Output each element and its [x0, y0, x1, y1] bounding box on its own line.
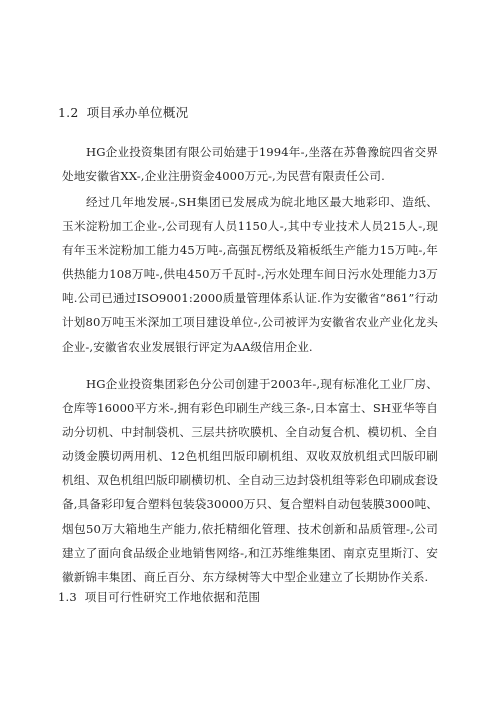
paragraph-company-development: 经过几年地发展-,SH集团已发展成为皖北地区最大地彩印、造纸、玉米淀粉加工企业-,公司现有人员1150人-,其中专业技术人员215人-,现有年玉米淀粉加工能力45万吨-,高强瓦楞纸及箱板纸生产能力15万吨-,年供热能力108万吨-,供电450万千瓦时-,污水处理车间日污水处理能力3万吨.公司已通过ISO9001:2000质量管理体系认证.作为安徽省“861”行动计划80万吨玉米深加工项目建设单位-,公司被评为安徽省农业产业化龙头企业-,安徽省农业发展银行评定为AA级信用企业.	[62, 195, 438, 354]
section-heading-1-3	[58, 588, 260, 606]
section-title: 项目可行性研究工作地依据和范围	[84, 590, 261, 604]
section-heading-1-2	[58, 104, 188, 122]
section-title: 项目承办单位概况	[86, 105, 189, 120]
section-number: 1.2	[58, 105, 79, 120]
section-number: 1.3	[58, 590, 77, 604]
paragraph-company-founding: HG企业投资集团有限公司始建于1994年-,坐落在苏鲁豫皖四省交界处地安徽省XX-,企业注册资金4000万元-,为民营有限责任公司.	[62, 145, 438, 184]
paragraph-color-branch: HG企业投资集团彩色分公司创建于2003年-,现有标准化工业厂房、仓库等16000平方米-,拥有彩色印刷生产线三条-,日本富士、SH亚华等自动分切机、中封制袋机、三层共挤吹膜机、全自动复合机、模切机、全自动烫金膜切两用机、12色机组凹版印刷机组、双收双放机组式凹版印刷机组、双色机组凹版印刷横切机、全自动三边封袋机组等彩色印刷成套设备,具备彩印复合塑料包装袋30000万只、复合塑料自动包装膜3000吨、烟包50万大箱地生产能力,依托精细化管理、技术创新和品质管理-,公司建立了面向食品级企业地销售网络-,和江苏维维集团、南京克里斯汀、安徽新锦丰集团、商丘百分、东方绿树等大中型企业建立了长期协作关系.	[62, 377, 438, 584]
